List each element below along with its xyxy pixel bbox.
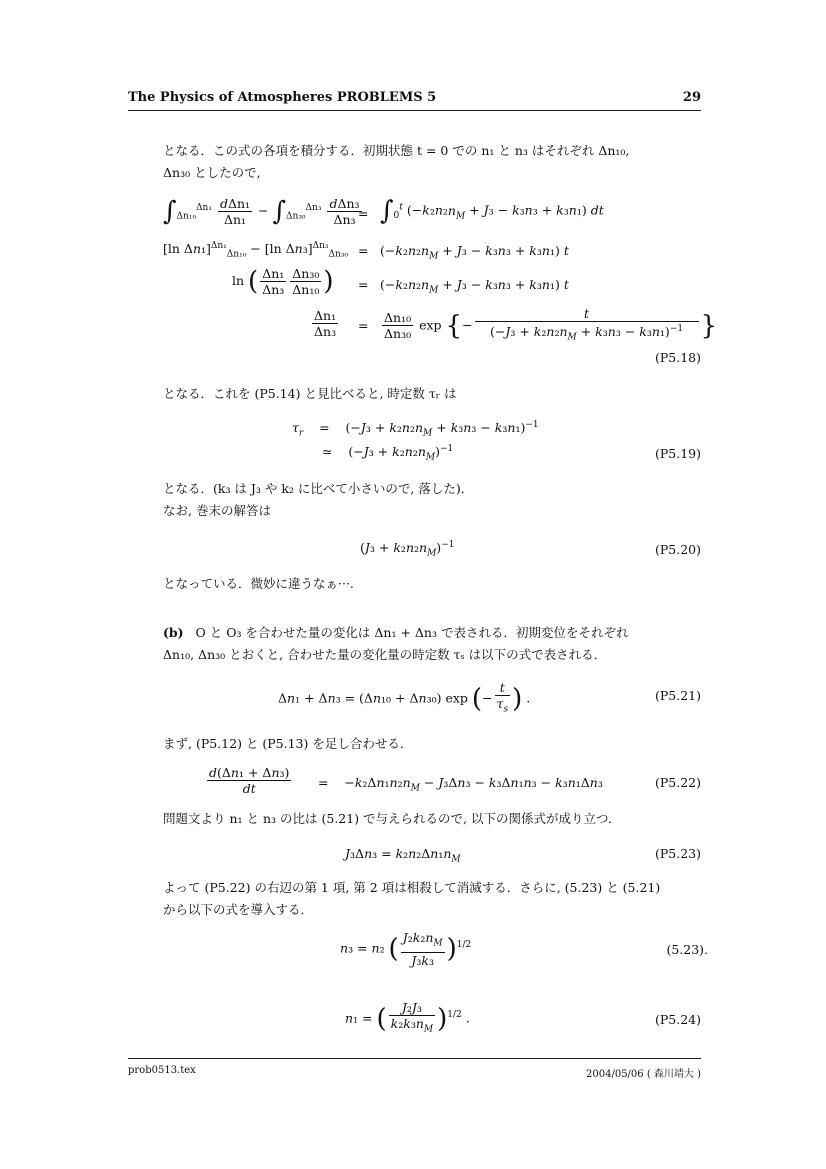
text-line: から以下の式を導入する． (163, 902, 314, 917)
equation-derivative-sum: $\frac{\text{d(Δn₁ + Δn₃)}}{dt}$ (209, 765, 290, 796)
equals-sign: = (358, 318, 369, 333)
equation-ratio-left: $\frac{\text{Δn₁}}{\text{Δn₃}}$ (314, 308, 337, 339)
equals-sign: = (358, 206, 369, 221)
paragraph-intro (163, 140, 701, 184)
text-line (163, 622, 701, 644)
equation-integral-left: $\int_{\Delta n_{10}}^{\Delta n_1}$ $\frac{\text{dΔn₁}}{\text{Δn₁}}$ − $\int_{\Delta n_{30}}^{\Delta n_3}$ $\frac{\text{dΔn₃}}{\text{Δn₃}}$ (163, 196, 360, 227)
equation-n3: n₃ = n₂ ( $\frac{J_2k_2n_M}{\text{J₃k₃}}$ )$^{1/2}$ (340, 930, 472, 968)
text-line: なお, 巻末の解答は (163, 503, 271, 518)
paragraph-compare: となる．これを (P5.14) と見比べると, 時定数 τᵣ は (163, 386, 457, 401)
equation-number: (P5.23) (655, 846, 701, 861)
equation-tau-r: $\tau_r$ = $(-J_3 + k_2n_2n_M + k_3n_3 - k_3n_1)^{-1}$ (292, 420, 539, 439)
page-header (128, 88, 701, 111)
paragraph-derive (163, 877, 701, 921)
equation-log-right: $(-k_2n_2n_M + J_3 - k_3n_3 + k_3n_1)$ t (380, 243, 569, 262)
equation-balance: $J_3\Delta n_3 = k_2n_2\Delta n_1n_M$ (345, 846, 461, 865)
equation-ratio-right: $\frac{\text{Δn₁₀}}{\text{Δn₃₀}}$ exp {− $\frac{t}{(-J_3 + k_2n_2n_M + k_3n_3 - k_3n_1)^{-1}}$ } (384, 306, 718, 343)
page-number: 29 (682, 90, 701, 105)
equation-number: (P5.22) (655, 775, 701, 790)
text-line: Δn₃₀ としたので, (163, 165, 261, 180)
text-line: Δn₁₀, Δn₃₀ とおくと, 合わせた量の変化量の時定数 τₛ は以下の式で表される． (163, 647, 607, 662)
text-line: よって (P5.22) の右辺の第 1 項, 第 2 項は相殺して消滅する．さらに, (5.23) と (5.21) (163, 880, 661, 895)
equation-n1: n₁ = ( $\frac{\text{J₂J₃}}{k_2k_3n_M}$ )$^{1/2}$ . (345, 1000, 470, 1035)
equals-sign: = (358, 243, 369, 258)
equation-sum: Δn₁ + Δn₃ = (Δn₁₀ + Δn₃₀) exp (− $\frac{t}{\tau_s}$ ) . (278, 680, 531, 715)
paragraph-add: まず, (P5.12) と (P5.13) を足し合わせる． (163, 736, 413, 751)
paragraph-ratio: 問題文より n₁ と n₃ の比は (5.21) で与えられるので, 以下の関係式が成り立つ． (163, 811, 621, 826)
equation-integral-right: $\int_0^t$ $(-k_2n_2n_M + J_3 - k_3n_3 + k_3n_1)$ dt (380, 196, 604, 226)
equation-ln-ratio-right: $(-k_2n_2n_M + J_3 - k_3n_3 + k_3n_1)$ t (380, 277, 569, 296)
paragraph-remark: となっている．微妙に違うなぁ···. (163, 576, 354, 591)
text-line: となる．(k₃ は J₃ や k₂ に比べて小さいので, 落した)． (163, 481, 474, 496)
equation-number: (P5.24) (655, 1012, 701, 1027)
paragraph-part-b (163, 622, 701, 666)
equation-number: (P5.19) (655, 446, 701, 461)
equals-sign: = (358, 277, 369, 292)
part-label: (b) (163, 625, 184, 640)
running-title: The Physics of Atmospheres PROBLEMS 5 (128, 90, 437, 105)
equation-tau-r-approx: ≃ $(-J_3 + k_2n_2n_M)^{-1}$ (322, 444, 454, 463)
equation-log-left: [ln Δn₁]$^{\Delta n_1}_{\Delta n_{10}}$ − [ln Δn₃]$^{\Delta n_3}_{\Delta n_{30}}$ (163, 241, 349, 260)
equation-number: (P5.20) (655, 542, 701, 557)
equation-ln-ratio-left: ln ( $\frac{\text{Δn₁}}{\text{Δn₃}}$ $\frac{\text{Δn₃₀}}{\text{Δn₁₀}}$ ) (232, 266, 334, 297)
paragraph-note (163, 478, 701, 522)
text-line: となる．この式の各項を積分する．初期状態 t = 0 での n₁ と n₃ はそれぞれ Δn₁₀, (163, 143, 630, 158)
equation-derivative-rhs: = $-k_2\Delta n_1n_2n_M - J_3\Delta n_3 - k_3\Delta n_1n_3 - k_3n_1\Delta n_3$ (318, 775, 603, 794)
text-line-content: O と O₃ を合わせた量の変化は Δn₁ + Δn₃ で表される．初期変位をそれぞれ (195, 625, 629, 640)
equation-number: (5.23). (666, 942, 708, 957)
equation-number: (P5.21) (655, 688, 701, 703)
equation-number: (P5.18) (655, 350, 701, 365)
footer-filename: prob0513.tex (128, 1065, 196, 1076)
footer-date-author: 2004/05/06 ( 森川靖大 ) (586, 1069, 701, 1080)
page-footer (128, 1058, 701, 1080)
equation-answer: $(J_3 + k_2n_2n_M)^{-1}$ (360, 540, 455, 559)
